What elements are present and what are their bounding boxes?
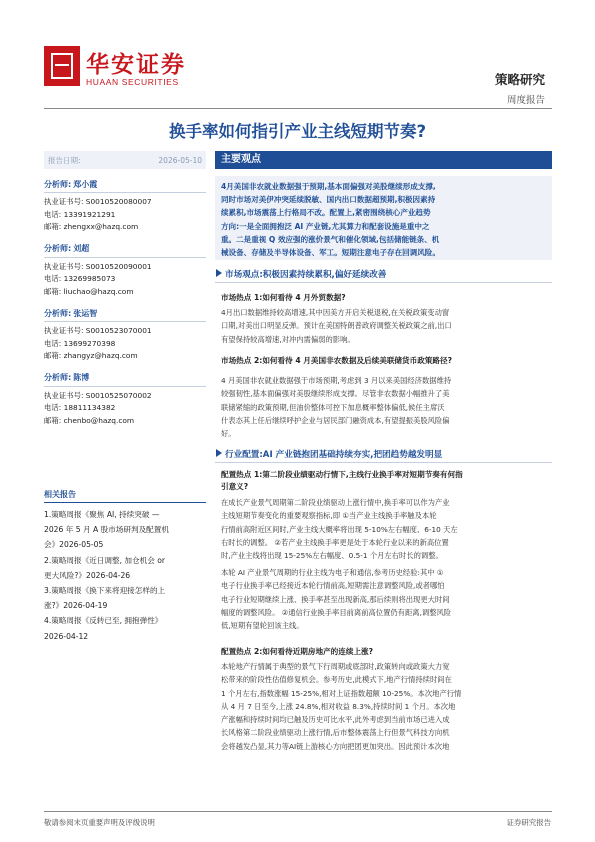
market-view-divider bbox=[215, 282, 552, 283]
report-date bbox=[44, 151, 206, 169]
related-reports-heading: 相关报告 bbox=[44, 490, 76, 499]
analyst-name bbox=[44, 177, 206, 191]
analyst-divider bbox=[44, 257, 206, 258]
analyst-card bbox=[44, 371, 206, 428]
hot-topic-2-title: 市场热点 2:如何看待 4 月美国非农数据及后续美联储货币政策路径? bbox=[221, 356, 452, 365]
config-point-1-body bbox=[221, 496, 552, 562]
analyst-role: 分析师: bbox=[44, 308, 72, 318]
analyst-divider bbox=[44, 386, 206, 387]
triangle-bullet-icon bbox=[216, 449, 222, 457]
related-report-item: 会》2026-05-05 bbox=[44, 540, 104, 550]
hot-topic-1-title: 市场热点 1:如何看待 4 月外贸数据? bbox=[221, 293, 346, 302]
hot-topic-2-body bbox=[221, 374, 552, 440]
related-report-item: 涨?》2026-04-19 bbox=[44, 601, 108, 611]
footer-divider bbox=[44, 811, 552, 812]
body-text-line: 松带来的阶段性估值修复机会。参考历史,此模式下,地产行情持续时间在 bbox=[221, 675, 452, 685]
document-subtype: 周度报告 bbox=[506, 95, 545, 106]
config-point-2-title: 配置热点 2:如何看待近期房地产的连续上涨? bbox=[221, 647, 374, 656]
logo-chinese-text: 华安证券 bbox=[86, 51, 186, 78]
related-report-item: 2026 年 5 月 A 股市场研判及配置机 bbox=[44, 525, 169, 535]
body-text-line: 行情前高附近区间时,产业主线大概率将出现 5-10%左右幅度、6-10 天左 bbox=[221, 524, 458, 534]
logo-english-text: HUAAN SECURITIES bbox=[86, 77, 179, 87]
body-text-line: 右时长的调整。 ②若产业主线换手率更是处于本轮行业以来的新高位置 bbox=[221, 537, 449, 547]
hot-topic-1-body bbox=[221, 306, 552, 346]
body-text-line: 较强韧性,基本面偏强对美股继续形成支撑。尽管非农数据小幅推升了美 bbox=[221, 389, 450, 399]
header-divider bbox=[44, 108, 552, 109]
related-report-item: 2.策略周报《近日调整, 加仓机会 or bbox=[44, 555, 165, 565]
summary-line: 续累积,市场震荡上行格局不改。配置上,紧密围绕核心产业趋势 bbox=[221, 208, 431, 218]
body-text-line: 低,短期有望轮回该主线。 bbox=[221, 621, 304, 631]
body-text-line: 本轮地产行情属于典型的景气下行周期或底部时,政策转向或政策大力宽 bbox=[221, 662, 450, 671]
analyst-card bbox=[44, 242, 206, 299]
main-column bbox=[215, 151, 552, 169]
analyst-contact-line: 邮箱: zhangyz@hazq.com bbox=[44, 351, 138, 360]
industry-text: 行业配置:AI 产业链抱团基础持续夯实,把团趋势越发明显 bbox=[225, 450, 443, 460]
analyst-contact-line: 执业证书号: S0010520080007 bbox=[44, 197, 152, 206]
analyst-name-value: 张运智 bbox=[73, 308, 98, 318]
industry-divider bbox=[215, 462, 552, 463]
analyst-contact-line: 电话: 13391921291 bbox=[44, 209, 116, 219]
report-date-value: 2026-05-10 bbox=[158, 155, 202, 165]
body-text-line: 1 个月左右,指数涨幅 15-25%,相对上证指数超额 10-25%。本次地产行情 bbox=[221, 688, 462, 698]
analyst-contact-line: 邮箱: liuchao@hazq.com bbox=[44, 286, 134, 296]
analyst-name bbox=[44, 371, 206, 385]
body-text-line: 联储紧缩的政策预期,但油价整体可控下加息概率整体偏低,候任主席沃 bbox=[221, 402, 445, 412]
analyst-name-value: 陈博 bbox=[73, 373, 90, 382]
body-text-line: 长风格第二阶段业绩驱动上涨行情,后市整体震荡上行但景气科技方向机 bbox=[221, 728, 450, 738]
analyst-divider bbox=[44, 192, 206, 193]
body-text-line: 好。 bbox=[221, 429, 236, 439]
summary-box bbox=[215, 176, 552, 260]
analyst-role: 分析师: bbox=[44, 373, 72, 382]
body-text-line: 什表态其上任后继续呼护企业与居民部门融资成本,有望提振美股风险偏 bbox=[221, 415, 450, 425]
analyst-name bbox=[44, 242, 206, 256]
triangle-bullet-icon bbox=[216, 269, 222, 277]
body-text-line: 时,产业主线将出现 15-25%左右幅度、0.5-1 个月左右时长的调整。 bbox=[221, 551, 443, 561]
analyst-contact-line: 邮箱: zhengxx@hazq.com bbox=[44, 222, 139, 231]
related-reports-list bbox=[44, 507, 206, 644]
config-point-1-body-b bbox=[221, 566, 552, 632]
analyst-divider bbox=[44, 321, 206, 322]
body-text-line: 在成长产业景气周期第二阶段业绩驱动上涨行情中,换手率可以作为产业 bbox=[221, 498, 450, 507]
related-report-item: 3.策略周报《换下来将迎接怎样的上 bbox=[44, 586, 166, 596]
related-report-item: 1.策略周报《聚焦 AI, 持续突破 — bbox=[44, 510, 160, 519]
body-text-line: 幅度的调整风险。 ②通信行业换手率目前离前高位置仍有距离,调整风险 bbox=[221, 607, 452, 617]
market-view-text: 市场观点:积极因素持续累积,偏好延续改善 bbox=[225, 270, 387, 280]
analyst-role: 分析师: bbox=[44, 179, 72, 189]
market-view-bullet bbox=[216, 268, 552, 280]
related-report-item: 4.策略周报《反转已至, 拥抱弹性》 bbox=[44, 616, 163, 626]
related-report-item: 2026-04-12 bbox=[44, 631, 89, 641]
report-title: 换手率如何指引产业主线短期节奏? bbox=[168, 122, 427, 141]
body-text-line: 电子行业换手率已经接近本轮行情前高,短期需注意调整风险,或者哪怕 bbox=[221, 581, 445, 591]
logo-emblem-icon bbox=[44, 46, 80, 86]
analyst-contact-line: 执业证书号: S0010523070001 bbox=[44, 326, 152, 335]
document-type: 策略研究 bbox=[494, 72, 545, 87]
body-text-line: 会将越发凸显,其力等AI链上游核心方向把团更加突出。因此预计本次地 bbox=[221, 741, 450, 751]
body-text-line: 口期,对美出口明显反弹。预计在美国特朗普政府调整关税政策之前,出口 bbox=[221, 321, 452, 331]
body-text-line: 4月出口数据维持较高增速,其中因美方开启关税退税,在关税政策变动窗 bbox=[221, 308, 450, 317]
related-reports-divider bbox=[44, 502, 206, 503]
analyst-card bbox=[44, 177, 206, 234]
summary-line: 重。二是重视 Q 效应强的涨价景气和催化领域,包括储能链条、机 bbox=[221, 234, 440, 244]
summary-line: 同时市场对美伊冲突延续脱敏、国内出口数据超预期,积极因素持 bbox=[221, 195, 436, 205]
disclaimer-note: 敬请参阅末页重要声明及评级说明 bbox=[44, 818, 155, 827]
left-sidebar bbox=[44, 151, 206, 427]
footer-report-type: 证券研究报告 bbox=[506, 818, 551, 827]
config-point-2-body bbox=[221, 660, 552, 753]
body-text-line: 本轮 AI 产业景气周期的行业主线为电子和通信,参考历史经验:其中 ① bbox=[221, 568, 444, 577]
config-point-1-title: 配置热点 1:第二阶段业绩驱动行情下,主线行业换手率对短期节奏有何指 bbox=[221, 470, 463, 479]
analyst-name bbox=[44, 306, 206, 320]
analyst-list bbox=[44, 177, 206, 427]
analyst-role: 分析师: bbox=[44, 244, 72, 253]
summary-line: 械设备、存储及半导体设备、军工。短期注意电子存在回调风险。 bbox=[221, 248, 440, 258]
config-point-1-title-cont: 引意义? bbox=[221, 482, 249, 491]
body-text-line: 4 月美国非农就业数据强于市场预期,考虑到 3 月以来美国经济数据维持 bbox=[221, 376, 452, 385]
body-text-line: 有望保持较高增速,对冲内需偏弱的影响。 bbox=[221, 334, 355, 344]
related-report-item: 更大风险?》2026-04-26 bbox=[44, 570, 131, 580]
body-text-line: 电子行业短期继续上涨、换手率甚至出现新高,那后续则将出现更大时间 bbox=[221, 594, 450, 604]
analyst-contact-line: 执业证书号: S0010525070002 bbox=[44, 390, 152, 400]
analyst-contact-line: 电话: 13699270398 bbox=[44, 338, 116, 348]
analyst-contact-line: 电话: 13269985073 bbox=[44, 274, 116, 283]
body-text-line: 从 4 月 7 日至今,上涨 24.8%,相对收益 8.3%,持续时间 1 个月。本次地 bbox=[221, 701, 456, 711]
report-date-label: 报告日期: bbox=[48, 155, 81, 165]
analyst-name-value: 刘超 bbox=[73, 244, 90, 253]
analyst-card bbox=[44, 306, 206, 363]
analyst-contact-line: 执业证书号: S0010520090001 bbox=[44, 261, 152, 271]
analyst-name-value: 郑小霞 bbox=[73, 179, 98, 189]
summary-line: 4月美国非农就业数据强于预期,基本面偏强对美股继续形成支撑, bbox=[221, 182, 436, 191]
summary-line: 方向:一是全面拥抱泛 AI 产业链,尤其算力和配套设施是重中之 bbox=[221, 221, 430, 231]
body-text-line: 主线短期节奏变化的重要观察指标,即 ①当产业主线换手率触及本轮 bbox=[221, 511, 437, 521]
summary-text bbox=[221, 180, 546, 259]
analyst-contact-line: 邮箱: chenbo@hazq.com bbox=[44, 415, 135, 425]
industry-bullet bbox=[216, 448, 552, 460]
analyst-contact-line: 电话: 18811134382 bbox=[44, 403, 116, 412]
company-logo bbox=[44, 46, 194, 94]
section-title-bar: 主要观点 bbox=[215, 151, 552, 169]
body-text-line: 产涨幅和持续时间均已触及历史可比水平,此外考虑到当前市场已进入成 bbox=[221, 715, 450, 725]
